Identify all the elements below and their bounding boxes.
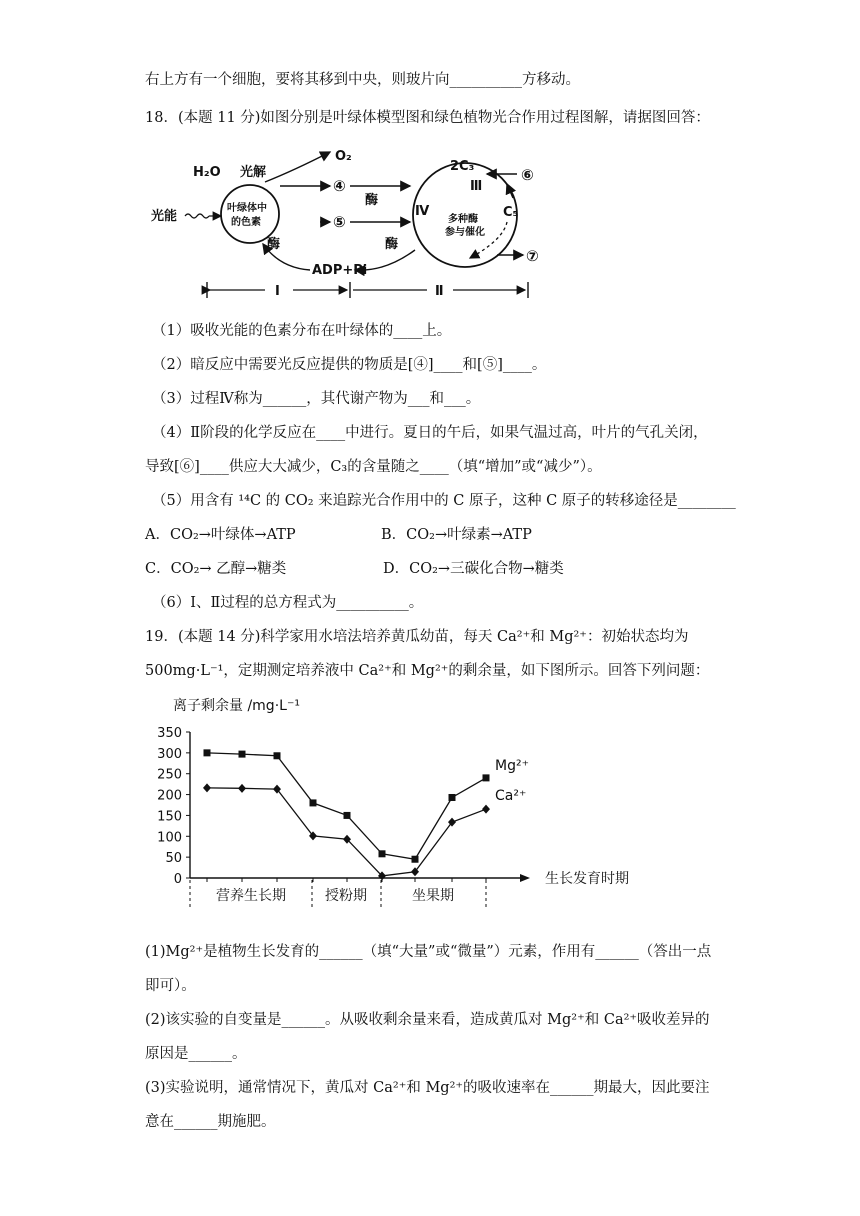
question-18-2: （2）暗反应中需要光反应提供的物质是[④]____和[⑤]____。 bbox=[152, 357, 547, 373]
question-18-1: （1）吸收光能的色素分布在叶绿体的____上。 bbox=[152, 323, 452, 339]
pigment-circle bbox=[221, 185, 279, 243]
roman-4-label: Ⅳ bbox=[415, 204, 430, 219]
question-18-4-cont: 导致[⑥]____供应大大减少，C₃的含量随之____（填“增加”或“减少”）。 bbox=[145, 459, 602, 475]
x-axis-label: 生长发育时期 bbox=[545, 871, 629, 887]
question-18-6: （6）Ⅰ、Ⅱ过程的总方程式为__________。 bbox=[152, 595, 424, 611]
y-tick-label: 0 bbox=[173, 872, 182, 887]
question-18-4: （4）Ⅱ阶段的化学反应在____中进行。夏日的午后，如果气温过高，叶片的气孔关闭， bbox=[152, 425, 708, 441]
period-label: 坐果期 bbox=[412, 888, 454, 904]
ion-remaining-chart bbox=[145, 690, 645, 920]
option-c: C．CO₂→ 乙醇→糖类 bbox=[145, 561, 287, 577]
series-line-1 bbox=[207, 788, 486, 876]
question-19-3-cont: 意在______期施肥。 bbox=[145, 1114, 276, 1130]
multi-enzyme-label-1: 多种酶 bbox=[448, 214, 478, 225]
data-point-square bbox=[379, 850, 386, 857]
photolysis-label: 光解 bbox=[240, 165, 267, 180]
question-18-stem: 18．(本题 11 分)如图分别是叶绿体模型图和绿色植物光合作用过程图解，请据图回答： bbox=[145, 110, 710, 126]
y-axis-label: 离子剩余量 /mg·L⁻¹ bbox=[173, 698, 300, 714]
o2-label: O₂ bbox=[335, 149, 352, 164]
period-label: 授粉期 bbox=[325, 888, 367, 904]
question-19-1-cont: 即可）。 bbox=[145, 978, 196, 994]
data-point-square bbox=[204, 749, 211, 756]
option-b: B．CO₂→叶绿素→ATP bbox=[381, 527, 532, 543]
y-tick-label: 150 bbox=[157, 809, 182, 825]
question-18-3: （3）过程Ⅳ称为______，其代谢产物为___和___。 bbox=[152, 391, 481, 407]
data-point-square bbox=[449, 794, 456, 801]
data-point-diamond bbox=[482, 805, 490, 814]
roman-3-label: Ⅲ bbox=[470, 179, 483, 194]
period-label: 营养生长期 bbox=[216, 888, 286, 904]
y-tick-label: 300 bbox=[157, 746, 182, 762]
pigment-label-2: 的色素 bbox=[231, 217, 261, 228]
light-energy-label: 光能 bbox=[151, 209, 178, 224]
stage-1-label: Ⅰ bbox=[275, 284, 280, 299]
photosynthesis-diagram bbox=[145, 140, 545, 310]
question-19-1: (1)Mg²⁺是植物生长发育的______（填“大量”或“微量”）元素，作用有______（答出一点 bbox=[145, 944, 712, 960]
option-a: A．CO₂→叶绿体→ATP bbox=[145, 527, 296, 543]
data-point-square bbox=[344, 812, 351, 819]
question-19-3: (3)实验说明，通常情况下，黄瓜对 Ca²⁺和 Mg²⁺的吸收速率在______期最大，因此要注 bbox=[145, 1080, 710, 1096]
data-point-square bbox=[412, 856, 419, 863]
x-axis-arrow bbox=[520, 874, 530, 882]
y-tick-label: 250 bbox=[157, 767, 182, 783]
label-5: ⑤ bbox=[333, 213, 346, 231]
enzyme-label-2: 酶 bbox=[267, 237, 281, 252]
series-label: Ca²⁺ bbox=[495, 788, 527, 804]
y-tick-label: 50 bbox=[165, 851, 182, 867]
y-tick-label: 100 bbox=[157, 830, 182, 846]
question-18-5: （5）用含有 ¹⁴C 的 CO₂ 来追踪光合作用中的 C 原子，这种 C 原子的转移途径是________ bbox=[152, 493, 736, 509]
enzyme-label-1: 酶 bbox=[365, 193, 379, 208]
h2o-label: H₂O bbox=[193, 165, 221, 180]
adp-label: ADP+Pi bbox=[312, 263, 368, 278]
text-line: 右上方有一个细胞，要将其移到中央，则玻片向__________方移动。 bbox=[145, 72, 580, 88]
label-7: ⑦ bbox=[526, 247, 539, 265]
label-6: ⑥ bbox=[521, 166, 534, 184]
data-point-diamond bbox=[203, 783, 211, 792]
data-point-square bbox=[483, 774, 490, 781]
data-point-diamond bbox=[238, 784, 246, 793]
question-19-stem: 19．(本题 14 分)科学家用水培法培养黄瓜幼苗，每天 Ca²⁺和 Mg²⁺：初始状态均为 bbox=[145, 629, 689, 645]
series-line-0 bbox=[207, 753, 486, 859]
question-19-2-cont: 原因是______。 bbox=[145, 1046, 247, 1062]
data-point-square bbox=[310, 799, 317, 806]
y-tick-label: 350 bbox=[157, 726, 182, 741]
y-tick-label: 200 bbox=[157, 788, 182, 804]
question-19-2: (2)该实验的自变量是______。从吸收剩余量来看，造成黄瓜对 Mg²⁺和 Ca²⁺吸收差异的 bbox=[145, 1012, 710, 1028]
stage-2-label: Ⅱ bbox=[435, 284, 444, 299]
option-d: D．CO₂→三碳化合物→糖类 bbox=[383, 561, 564, 577]
series-label: Mg²⁺ bbox=[495, 758, 529, 774]
c5-label: C₅ bbox=[503, 205, 519, 220]
data-point-square bbox=[274, 752, 281, 759]
multi-enzyme-label-2: 参与催化 bbox=[445, 227, 485, 238]
2c3-label: 2C₃ bbox=[450, 159, 475, 174]
question-19-stem-cont: 500mg·L⁻¹，定期测定培养液中 Ca²⁺和 Mg²⁺的剩余量，如下图所示。回答下列问题： bbox=[145, 663, 710, 679]
label-4: ④ bbox=[333, 177, 346, 195]
enzyme-label-3: 酶 bbox=[385, 237, 399, 252]
data-point-square bbox=[239, 751, 246, 758]
pigment-label-1: 叶绿体中 bbox=[227, 203, 267, 214]
